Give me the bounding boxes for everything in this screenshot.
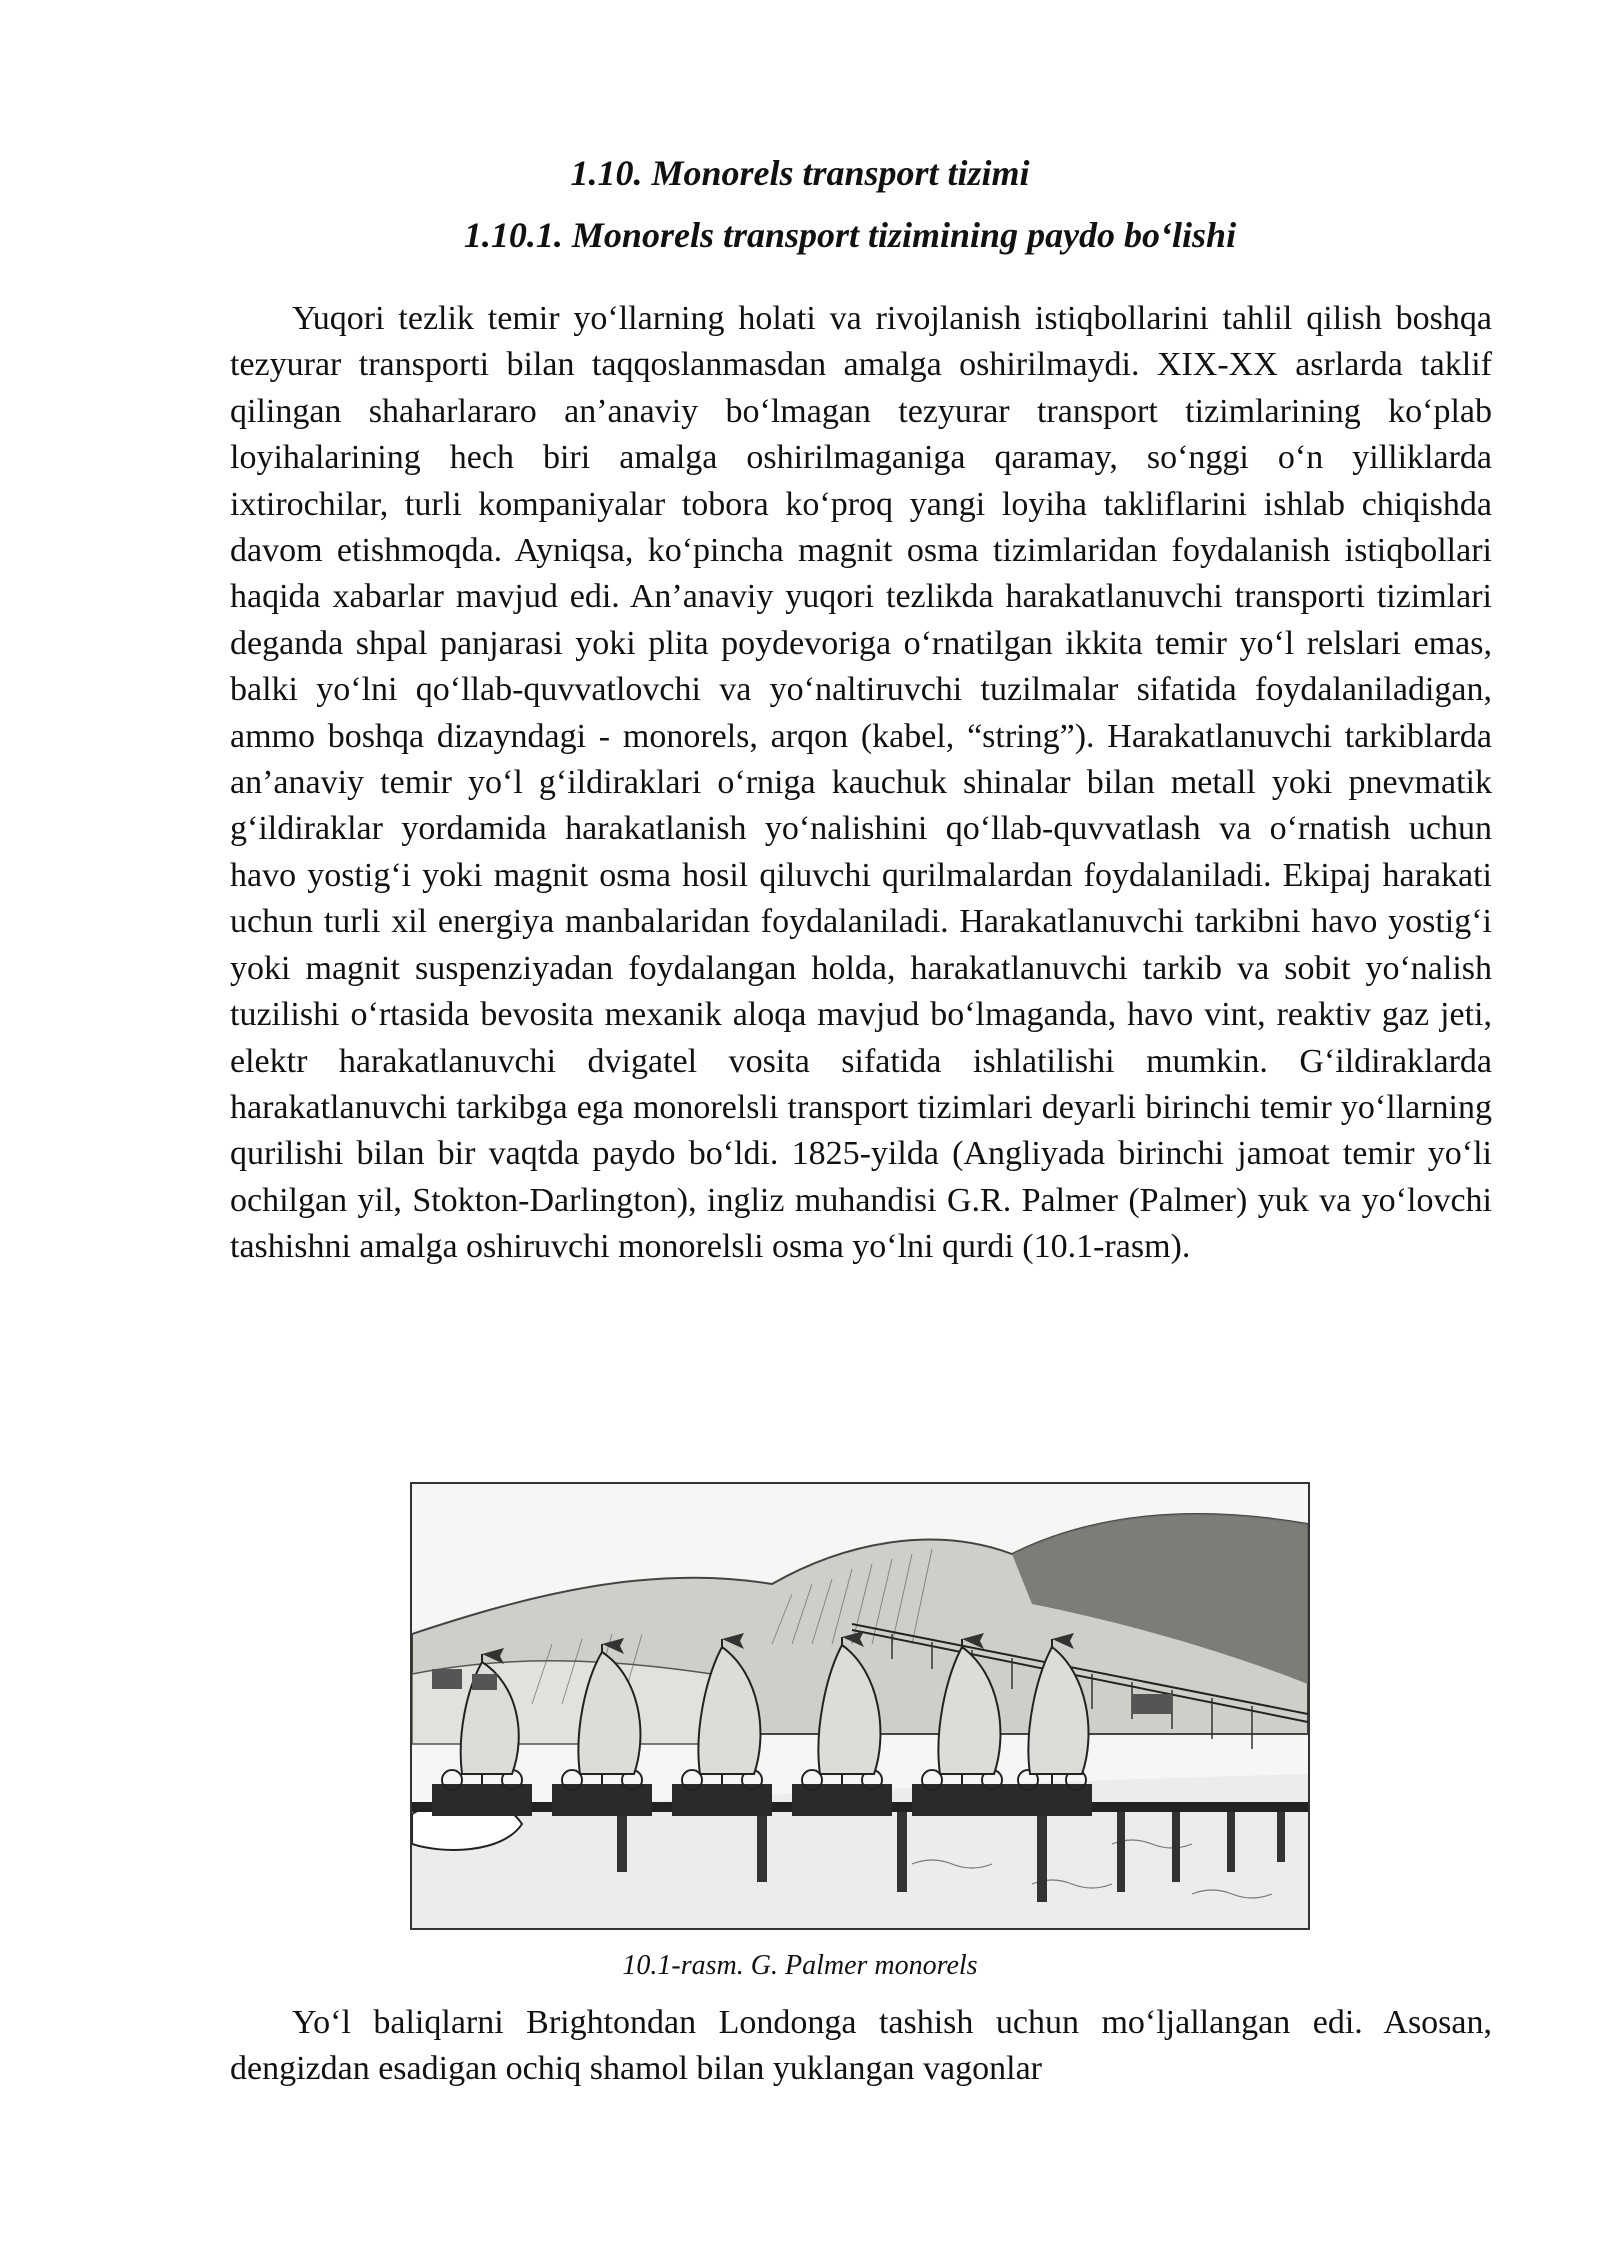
body-paragraph-2: Yo‘l baliqlarni Brightondan Londonga tashish uchun mo‘ljallangan edi. Asosan, dengizdan esadigan ochiq shamol bilan yuklangan vagonlar — [230, 2004, 1492, 2088]
body-paragraph-1: Yuqori tezlik temir yo‘llarning holati va rivojlanish istiqbollarini tahlil qilish boshqa tezyurar transporti bilan taqqoslanmasdan amalga oshirilmaydi. XIX-XX asrlarda taklif qilingan shaharlararo an’anaviy bo‘lmagan tezyurar transport tizimlarining ko‘plab loyihalarining hech biri amalga oshirilmaganiga qaramay, so‘nggi o‘n yilliklarda ixtirochilar, turli kompaniyalar tobora ko‘proq yangi loyiha takliflarini ishlab chiqishda davom etishmoqda. Ayniqsa, ko‘pincha magnit osma tizimlaridan foydalanish istiqbollari haqida xabarlar mavjud edi. An’anaviy yuqori tezlikda harakatlanuvchi transporti tizimlari deganda shpal panjarasi yoki plita poydevoriga o‘rnatilgan ikkita temir yo‘l relslari emas, balki yo‘lni qo‘llab-quvvatlovchi va yo‘naltiruvchi tuzilmalar sifatida foydalaniladigan, ammo boshqa dizayndagi - monorels, arqon (kabel, “string”). Harakatlanuvchi tarkiblarda an’anaviy temir yo‘l g‘ildiraklari o‘rniga kauchuk shinalar bilan metall yoki pnevmatik g‘ildiraklar yordamida harakatlanish yo‘nalishini qo‘llab-quvvatlash va o‘rnatish uchun havo yostig‘i yoki magnit osma hosil qiluvchi qurilmalardan foydalaniladi. Ekipaj harakati uchun turli xil energiya manbalaridan foydalaniladi. Harakatlanuvchi tarkibni havo yostig‘i yoki magnit suspenziyadan foydalangan holda, harakatlanuvchi tarkib va sobit yo‘nalish tuzilishi o‘rtasida bevosita mexanik aloqa mavjud bo‘lmaganda, havo vint, reaktiv gaz jeti, elektr harakatlanuvchi dvigatel vosita sifatida ishlatilishi mumkin. G‘ildiraklarda harakatlanuvchi tarkibga ega monorelsli transport tizimlari deyarli birinchi temir yo‘llarning qurilishi bilan bir vaqtda paydo bo‘ldi. 1825-yilda (Angliyada birinchi jamoat temir yo‘li ochilgan yil, Stokton-Darlington), ingliz muhandisi G.R. Palmer (Palmer) yuk va yo‘lovchi tashishni amalga oshiruvchi monorelsli osma yo‘lni qurdi (10.1-rasm). — [230, 300, 1492, 1266]
figure-illustration — [410, 1482, 1310, 1930]
section-title: 1.10. Monorels transport tizimi — [570, 153, 1030, 193]
palmer-monorail-illustration — [412, 1484, 1308, 1928]
figure-caption: 10.1-rasm. G. Palmer monorels — [622, 1950, 978, 1981]
section-subtitle: 1.10.1. Monorels transport tizimining paydo bo‘lishi — [463, 215, 1237, 255]
